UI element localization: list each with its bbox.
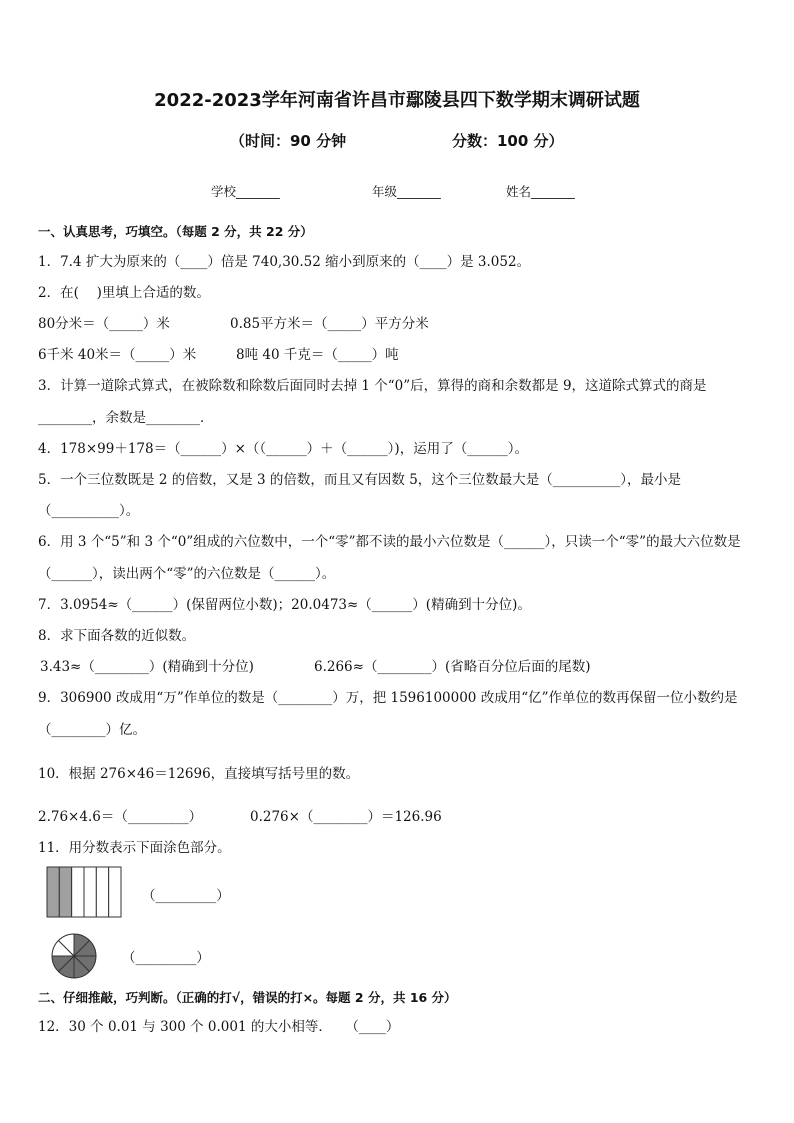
question-11: 11．用分数表示下面涂色部分。 [38, 840, 231, 856]
question-2a: 80分米＝（_____）米 [38, 316, 170, 332]
rect-part [84, 867, 96, 917]
question-12: 12．30 个 0.01 与 300 个 0.001 的大小相等． （____） [38, 1019, 400, 1035]
question-6-line2: （______），读出两个“零”的六位数是（______）。 [38, 566, 336, 582]
question-2b: 0.85平方米＝（_____）平方分米 [230, 316, 429, 332]
total-score: 分数：100 分） [452, 132, 564, 150]
question-5-line1: 5．一个三位数既是 2 的倍数，又是 3 的倍数，而且又有因数 5，这个三位数最大是（__________），最小是 [38, 472, 682, 488]
question-9-line1: 9．306900 改成用“万”作单位的数是（________）万，把 1596100000 改成用“亿”作单位的数再保留一位小数约是 [38, 690, 738, 706]
question-8b: 6.266≈（________）(省略百分位后面的尾数) [314, 659, 591, 675]
question-3-line1: 3．计算一道除式算式，在被除数和除数后面同时去掉 1 个“0”后，算得的商和余数都是 9，这道除式算式的商是 [38, 378, 707, 394]
question-7: 7．3.0954≈（______）(保留两位小数)；20.0473≈（______）(精确到十分位)。 [38, 597, 531, 613]
shaded-circle-figure [50, 932, 98, 980]
rect-part [72, 867, 84, 917]
question-8a: 3.43≈（________）(精确到十分位) [40, 659, 254, 675]
question-4: 4．178×99＋178＝（______）×（（______）＋（______）)，运用了（______）。 [38, 441, 528, 457]
question-10b: 0.276×（________）＝126.96 [250, 809, 442, 825]
question-3-line2: ________，余数是________． [38, 410, 214, 426]
section-2-heading: 二、仔细推敲，巧判断。（正确的打√，错误的打×。每题 2 分，共 16 分） [38, 990, 457, 1005]
section-1-heading: 一、认真思考，巧填空。（每题 2 分，共 22 分） [38, 224, 313, 239]
question-11b-answer: （_________） [122, 950, 210, 966]
rect-part [109, 867, 121, 917]
shaded-rectangle-figure [46, 866, 124, 920]
name-field: 姓名_______ [506, 184, 575, 199]
question-9-line2: （________）亿。 [38, 722, 146, 738]
grade-field: 年级_______ [372, 184, 441, 199]
question-2c: 6千米 40米＝（_____）米 [38, 347, 197, 363]
time-limit: （时间：90 分钟 [230, 132, 347, 150]
question-6-line1: 6．用 3 个“5”和 3 个“0”组成的六位数中，一个“零”都不读的最小六位数是（______），只读一个“零”的最大六位数是 [38, 534, 741, 550]
school-field: 学校_______ [211, 184, 280, 199]
page-title: 2022-2023学年河南省许昌市鄢陵县四下数学期末调研试题 [154, 90, 640, 111]
question-5-line2: （__________）。 [38, 503, 140, 519]
question-2d: 8吨 40 千克＝（_____）吨 [236, 347, 399, 363]
question-2: 2．在( )里填上合适的数。 [38, 285, 210, 301]
rect-part [59, 867, 71, 917]
rect-part [47, 867, 59, 917]
question-10: 10．根据 276×46＝12696，直接填写括号里的数。 [38, 766, 360, 782]
rect-part [96, 867, 108, 917]
question-11a-answer: （_________） [142, 888, 230, 904]
question-8: 8．求下面各数的近似数。 [38, 628, 196, 644]
question-1: 1．7.4 扩大为原来的（____）倍是 740,30.52 缩小到原来的（____）是 3.052。 [38, 254, 531, 270]
question-10a: 2.76×4.6＝（_________） [38, 809, 203, 825]
